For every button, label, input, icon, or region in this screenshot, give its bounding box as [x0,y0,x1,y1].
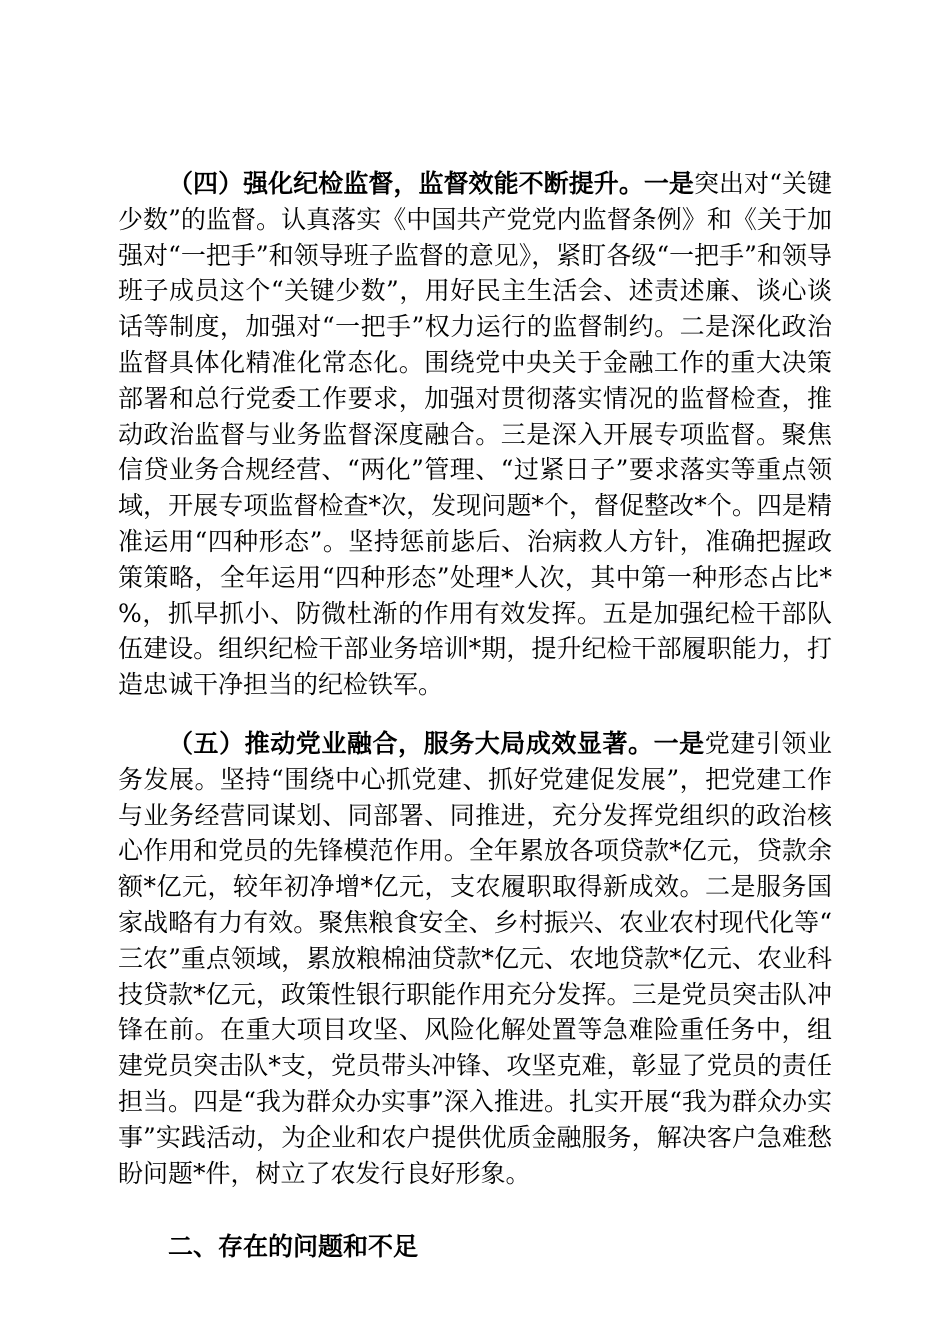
paragraph-body: 党建引领业务发展。坚持“围绕中心抓党建、抓好党建促发展”，把党建工作与业务经营同谋划、同部署、同推进，充分发挥党组织的政治核心作用和党员的先锋模范作用。全年累放各项贷款*亿元，贷款余额*亿元，较年初净增*亿元，支农履职取得新成效。二是服务国家战略有力有效。聚焦粮食安全、乡村振兴、农业农村现代化等“三农”重点领域，累放粮棉油贷款*亿元、农地贷款*亿元、农业科技贷款*亿元，政策性银行职能作用充分发挥。三是党员突击队冲锋在前。在重大项目攻坚、风险化解处置等急难险重任务中，组建党员突击队*支，党员带头冲锋、攻坚克难，彰显了党员的责任担当。四是“我为群众办实事”深入推进。扎实开展“我为群众办实事”实践活动，为企业和农户提供优质金融服务，解决客户急难愁盼问题*件，树立了农发行良好形象。 [118,728,832,1188]
paragraph-discipline-supervision [118,166,832,703]
paragraph-lead: 一是 [653,728,705,758]
paragraph-heading: （四）强化纪检监督，监督效能不断提升。 [168,169,644,198]
document-page [118,166,832,1265]
paragraph-heading: （五）推动党业融合，服务大局成效显著。 [168,728,654,758]
paragraph-body: 突出对“关键少数”的监督。认真落实《中国共产党党内监督条例》和《关于加强对“一把手”和领导班子监督的意见》，紧盯各级“一把手”和领导班子成员这个“关键少数”，用好民主生活会、述责述廉、谈心谈话等制度，加强对“一把手”权力运行的监督制约。二是深化政治监督具体化精准化常态化。围绕党中央关于金融工作的重大决策部署和总行党委工作要求，加强对贯彻落实情况的监督检查，推动政治监督与业务监督深度融合。三是深入开展专项监督。聚焦信贷业务合规经营、“两化”管理、“过紧日子”要求落实等重点领域，开展专项监督检查*次，发现问题*个，督促整改*个。四是精准运用“四种形态”。坚持惩前毖后、治病救人方针，准确把握政策策略，全年运用“四种形态”处理*人次，其中第一种形态占比*%，抓早抓小、防微杜渐的作用有效发挥。五是加强纪检干部队伍建设。组织纪检干部业务培训*期，提升纪检干部履职能力，打造忠诚干净担当的纪检铁军。 [118,169,832,700]
paragraph-lead: 一是 [643,169,694,198]
paragraph-party-business-integration [118,726,832,1191]
section-heading: 二、存在的问题和不足 [168,1232,419,1262]
